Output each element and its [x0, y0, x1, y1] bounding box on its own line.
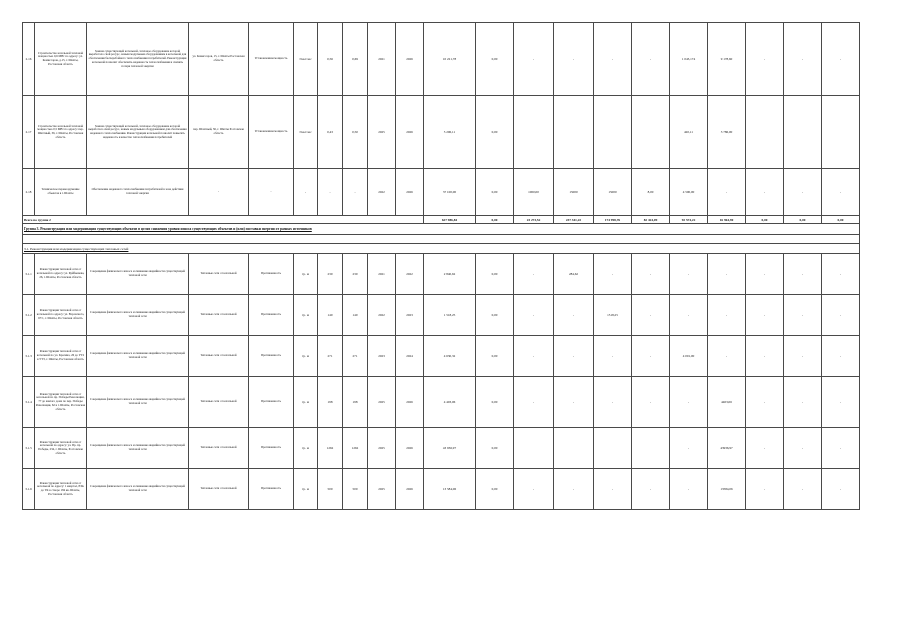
project-name: Техническое перевооружение объектов в г. Шахты: [35, 169, 87, 216]
cost-cell: 8,00: [632, 169, 670, 216]
cost-cell: 284,62: [554, 254, 594, 295]
cost-cell: -: [594, 469, 632, 510]
cost-cell: [514, 428, 554, 469]
parameter-name: Протяженность: [249, 295, 294, 336]
total-cell: 0,00: [746, 216, 784, 224]
cost-cell: -: [632, 23, 670, 96]
total-cost: 2 840,62: [424, 254, 476, 295]
project-name: Строительство котельной тепловой мощностью 0,6 МВт по адресу: ул. Комиссаров, д.15, г. Шахты, Ростовская область: [35, 23, 87, 96]
total-cell: 0,00: [822, 216, 860, 224]
parameter-name: Установленная мощность: [249, 96, 294, 169]
cost-cell: -: [708, 336, 746, 377]
row-number: 2.18: [23, 169, 35, 216]
cost-cell: 0,00: [476, 254, 514, 295]
cost-cell: -: [822, 254, 860, 295]
cost-cell: -: [514, 336, 554, 377]
value-after: 271: [343, 336, 368, 377]
parameter-name: Установленная мощность: [249, 23, 294, 96]
value-before: -: [318, 169, 343, 216]
project-description: Обеспечение надежного теплоснабжения потребителей в зоне действия тепловой энергии: [87, 169, 189, 216]
project-description: Сокращение физического износа и снижение аварийности существующей тепловой сети: [87, 295, 189, 336]
cost-cell: -: [594, 23, 632, 96]
cost-cell: -: [784, 23, 822, 96]
cost-cell: 0,00: [476, 295, 514, 336]
total-cell: 82 424,09: [632, 216, 670, 224]
cost-cell: -: [784, 428, 822, 469]
cost-cell: 13584,06: [708, 469, 746, 510]
unit-cell: -: [294, 169, 318, 216]
cost-cell: -: [784, 377, 822, 428]
cost-cell: 15000: [594, 169, 632, 216]
project-name: Реконструкция тепловой сети от котельной по пр. Победы Революции, 77 до жилого дома по пер. Победы Революции, 62 в г. Шахты, Ростовская область: [35, 377, 87, 428]
total-cell: 237 341,22: [554, 216, 594, 224]
project-name: Реконструкция тепловой сети от котельной по адресу: ул. Пр. пр. Победы, 234, г. Шахты, Ростовская область: [35, 428, 87, 469]
project-description: Сокращение физического износа и снижение аварийности существующей тепловой сети: [87, 336, 189, 377]
cost-cell: -: [632, 336, 670, 377]
value-after: 0,69: [343, 23, 368, 96]
cost-cell: -: [514, 377, 554, 428]
row-number: 3.1.5: [23, 428, 35, 469]
total-cell: 174 998,76: [594, 216, 632, 224]
year-start: 2025: [368, 469, 396, 510]
total-cost: 4 630,32: [424, 336, 476, 377]
cost-cell: -: [554, 295, 594, 336]
unit-cell: тр. м: [294, 428, 318, 469]
cost-cell: [594, 96, 632, 169]
cost-cell: -: [594, 254, 632, 295]
total-cost: 4 403,06: [424, 377, 476, 428]
value-before: 500: [318, 469, 343, 510]
year-end: 2026: [396, 23, 424, 96]
cost-cell: [822, 96, 860, 169]
parameter-name: Протяженность: [249, 254, 294, 295]
cost-cell: -: [514, 254, 554, 295]
cost-cell: -: [746, 377, 784, 428]
value-after: 1262: [343, 428, 368, 469]
cost-cell: -: [746, 295, 784, 336]
parameter-name: Протяженность: [249, 428, 294, 469]
cost-cell: [554, 428, 594, 469]
cost-cell: -: [670, 295, 708, 336]
object-type: Тепловые сети от котельной: [189, 295, 249, 336]
value-after: 500: [343, 469, 368, 510]
cost-cell: -: [670, 254, 708, 295]
object-type: Тепловые сети от котельной: [189, 469, 249, 510]
blank-row: [23, 235, 860, 244]
cost-cell: 3 786,00: [708, 96, 746, 169]
cost-cell: -: [554, 377, 594, 428]
total-cell: 0,00: [476, 216, 514, 224]
total-cost: 37 100,00: [424, 169, 476, 216]
year-start: 2021: [368, 254, 396, 295]
value-before: 140: [318, 295, 343, 336]
row-number: 3.1.6: [23, 469, 35, 510]
year-start: 2021: [368, 23, 396, 96]
year-end: 2026: [396, 377, 424, 428]
unit-cell: Гкал/час: [294, 96, 318, 169]
investment-program-table: [22, 22, 860, 510]
cost-cell: -: [708, 254, 746, 295]
value-before: 230: [318, 254, 343, 295]
row-number: 2.17: [23, 96, 35, 169]
row-number: 3.1.3: [23, 336, 35, 377]
cost-cell: -: [594, 336, 632, 377]
unit-cell: тр. м: [294, 336, 318, 377]
cost-cell: -: [708, 169, 746, 216]
cost-cell: -: [632, 469, 670, 510]
project-address: ул. Комиссаров, 15, г. Шахты Ростовская область: [189, 23, 249, 96]
cost-cell: 1518,25: [594, 295, 632, 336]
section-header-row: [23, 224, 860, 235]
cost-cell: -: [514, 469, 554, 510]
cost-cell: [594, 428, 632, 469]
cost-cell: 4 500,00: [670, 169, 708, 216]
row-number: 3.1.4: [23, 377, 35, 428]
cost-cell: [554, 96, 594, 169]
year-end: 2022: [396, 254, 424, 295]
cost-cell: -: [746, 469, 784, 510]
project-name: Реконструкция тепловой сети от котельной по адресу: ул. Воровского, 67/1, г. Шахты, Ростовская область: [35, 295, 87, 336]
cost-cell: 4403,06: [708, 377, 746, 428]
year-start: 2025: [368, 377, 396, 428]
cost-cell: -: [822, 23, 860, 96]
year-end: 2023: [396, 295, 424, 336]
unit-cell: тр. м: [294, 295, 318, 336]
project-description: Сокращение физического износа и снижение аварийности существующей тепловой сети: [87, 254, 189, 295]
parameter-name: Протяженность: [249, 336, 294, 377]
value-after: 230: [343, 254, 368, 295]
cost-cell: -: [708, 295, 746, 336]
cost-cell: 1 043,174: [670, 23, 708, 96]
parameter-name: Протяженность: [249, 377, 294, 428]
year-end: 2026: [396, 428, 424, 469]
blank-cell: [23, 235, 860, 244]
total-cell: 92 574,22: [670, 216, 708, 224]
table-row: [23, 377, 860, 428]
cost-cell: 0,00: [476, 428, 514, 469]
cost-cell: -: [746, 254, 784, 295]
cost-cell: 0,00: [476, 469, 514, 510]
row-number: 2.16: [23, 23, 35, 96]
unit-cell: тр. м: [294, 469, 318, 510]
project-description: Сокращение физического износа и снижение аварийности существующей тепловой сети: [87, 469, 189, 510]
table-row: [23, 295, 860, 336]
cost-cell: -: [822, 377, 860, 428]
value-after: 198: [343, 377, 368, 428]
cost-cell: -: [670, 428, 708, 469]
project-name: Строительство котельной тепловой мощностью 0,5 МВт по адресу: пер. Шахтный, 36, г. Шахты, Ростовская область: [35, 96, 87, 169]
subsection-header-row: [23, 244, 860, 254]
value-after: 0,50: [343, 96, 368, 169]
parameter-name: -: [249, 169, 294, 216]
value-before: 271: [318, 336, 343, 377]
cost-cell: [632, 428, 670, 469]
cost-cell: -: [746, 428, 784, 469]
total-cost: 5 206,11: [424, 96, 476, 169]
cost-cell: -: [594, 377, 632, 428]
cost-cell: [784, 96, 822, 169]
total-cost: 1 518,25: [424, 295, 476, 336]
year-end: 2024: [396, 336, 424, 377]
row-number: 3.1.2: [23, 295, 35, 336]
project-name: Реконструкция тепловой сети от котельной по адресу: 1 квартал, 8/9к до ТК в створе 184 кв. Шахты, Ростовская область: [35, 469, 87, 510]
cost-cell: -: [632, 254, 670, 295]
object-type: Тепловые сети от котельной: [189, 336, 249, 377]
cost-cell: 4 001,00: [670, 336, 708, 377]
year-start: 2022: [368, 169, 396, 216]
project-description: Замена существующей котельной, тепловое оборудование которой выработало свой ресурс, новым модульным оборудованием для обеспечения надежного теплоснабжения. Реконструкция котельной позволит повысить надежность и качество теплоснабжения потребителей: [87, 96, 189, 169]
cost-cell: -: [554, 469, 594, 510]
project-description: Сокращение физического износа и снижение аварийности существующей тепловой сети: [87, 428, 189, 469]
cost-cell: 1000,00: [514, 169, 554, 216]
object-type: Тепловые сети от котельной: [189, 254, 249, 295]
table-row: [23, 23, 860, 96]
parameter-name: Протяженность: [249, 469, 294, 510]
total-cell: 16 964,90: [708, 216, 746, 224]
total-cost: 43 936,97: [424, 428, 476, 469]
total-cell: 0,00: [784, 216, 822, 224]
cost-cell: -: [670, 377, 708, 428]
table-row: [23, 96, 860, 169]
total-cost: 13 584,06: [424, 469, 476, 510]
cost-cell: -: [822, 336, 860, 377]
cost-cell: 0,00: [476, 96, 514, 169]
project-description: Сокращение физического износа и снижение аварийности существующей тепловой сети: [87, 377, 189, 428]
cost-cell: -: [514, 295, 554, 336]
cost-cell: -: [746, 23, 784, 96]
value-before: 1262: [318, 428, 343, 469]
total-cost: 627 986,84: [424, 216, 476, 224]
total-cost: 10 221,78: [424, 23, 476, 96]
cost-cell: 43936,97: [708, 428, 746, 469]
cost-cell: -: [784, 169, 822, 216]
year-start: 2025: [368, 428, 396, 469]
year-start: 2022: [368, 295, 396, 336]
cost-cell: 0,00: [476, 23, 514, 96]
cost-cell: 9 178,60: [708, 23, 746, 96]
cost-cell: 420,11: [670, 96, 708, 169]
project-name: Реконструкция тепловой сети от котельной по адресу: ул. Куйбышева, 26, г. Шахты, Ростовская область: [35, 254, 87, 295]
unit-cell: тр. м: [294, 377, 318, 428]
group-total-row: [23, 216, 860, 224]
unit-cell: Гкал/час: [294, 23, 318, 96]
table-row: [23, 469, 860, 510]
cost-cell: -: [514, 23, 554, 96]
cost-cell: -: [746, 169, 784, 216]
cost-cell: [514, 96, 554, 169]
cost-cell: 0,00: [476, 169, 514, 216]
group-total-label: Всего по группе 2: [23, 216, 424, 224]
project-description: Замена существующей котельной, тепловое оборудование которой выработало свой ресурс, новым модульным оборудованием в котельной для обеспечения бесперебойного теплоснабжения потребителей. Реконструкция котельной позволит обеспечить надежность теплоснабжения и снизить потери тепловой энергии: [87, 23, 189, 96]
cost-cell: -: [784, 295, 822, 336]
value-before: 0,43: [318, 96, 343, 169]
table-row: [23, 254, 860, 295]
cost-cell: 15000: [554, 169, 594, 216]
year-start: 2025: [368, 96, 396, 169]
total-cell: 23 273,52: [514, 216, 554, 224]
value-after: 140: [343, 295, 368, 336]
cost-cell: -: [822, 295, 860, 336]
cost-cell: -: [746, 336, 784, 377]
object-type: Тепловые сети от котельной: [189, 428, 249, 469]
cost-cell: -: [632, 377, 670, 428]
unit-cell: тр. м: [294, 254, 318, 295]
cost-cell: -: [822, 428, 860, 469]
year-start: 2023: [368, 336, 396, 377]
cost-cell: -: [784, 469, 822, 510]
cost-cell: -: [784, 254, 822, 295]
table-row: [23, 169, 860, 216]
cost-cell: -: [822, 469, 860, 510]
project-address: пер. Шахтный, 36, г. Шахты Ростовская область: [189, 96, 249, 169]
document-page: [22, 22, 845, 562]
cost-cell: [632, 96, 670, 169]
value-before: 198: [318, 377, 343, 428]
cost-cell: -: [784, 336, 822, 377]
cost-cell: 0,00: [476, 377, 514, 428]
year-end: 2026: [396, 469, 424, 510]
cost-cell: -: [670, 469, 708, 510]
year-end: 2026: [396, 96, 424, 169]
project-name: Реконструкция тепловой сети от котельной по ул. Красина, 26 до УТ2 в УТ3, г. Шахты, Ростовская область: [35, 336, 87, 377]
object-type: Тепловые сети от котельной: [189, 377, 249, 428]
cost-cell: -: [822, 169, 860, 216]
cost-cell: -: [554, 23, 594, 96]
value-after: -: [343, 169, 368, 216]
project-address: -: [189, 169, 249, 216]
table-row: [23, 336, 860, 377]
subsection-header: 3.1. Реконструкция или модернизация существующих тепловых сетей: [23, 244, 860, 254]
cost-cell: [746, 96, 784, 169]
cost-cell: 0,00: [476, 336, 514, 377]
section-header: Группа 3. Реконструкция или модернизация существующих объектов в целях снижения уровня износа существующих объектов и (или) поставки энергии от разных источников: [23, 224, 860, 235]
value-before: 0,56: [318, 23, 343, 96]
table-row: [23, 428, 860, 469]
cost-cell: -: [554, 336, 594, 377]
year-end: 2026: [396, 169, 424, 216]
cost-cell: -: [632, 295, 670, 336]
row-number: 3.1.1: [23, 254, 35, 295]
